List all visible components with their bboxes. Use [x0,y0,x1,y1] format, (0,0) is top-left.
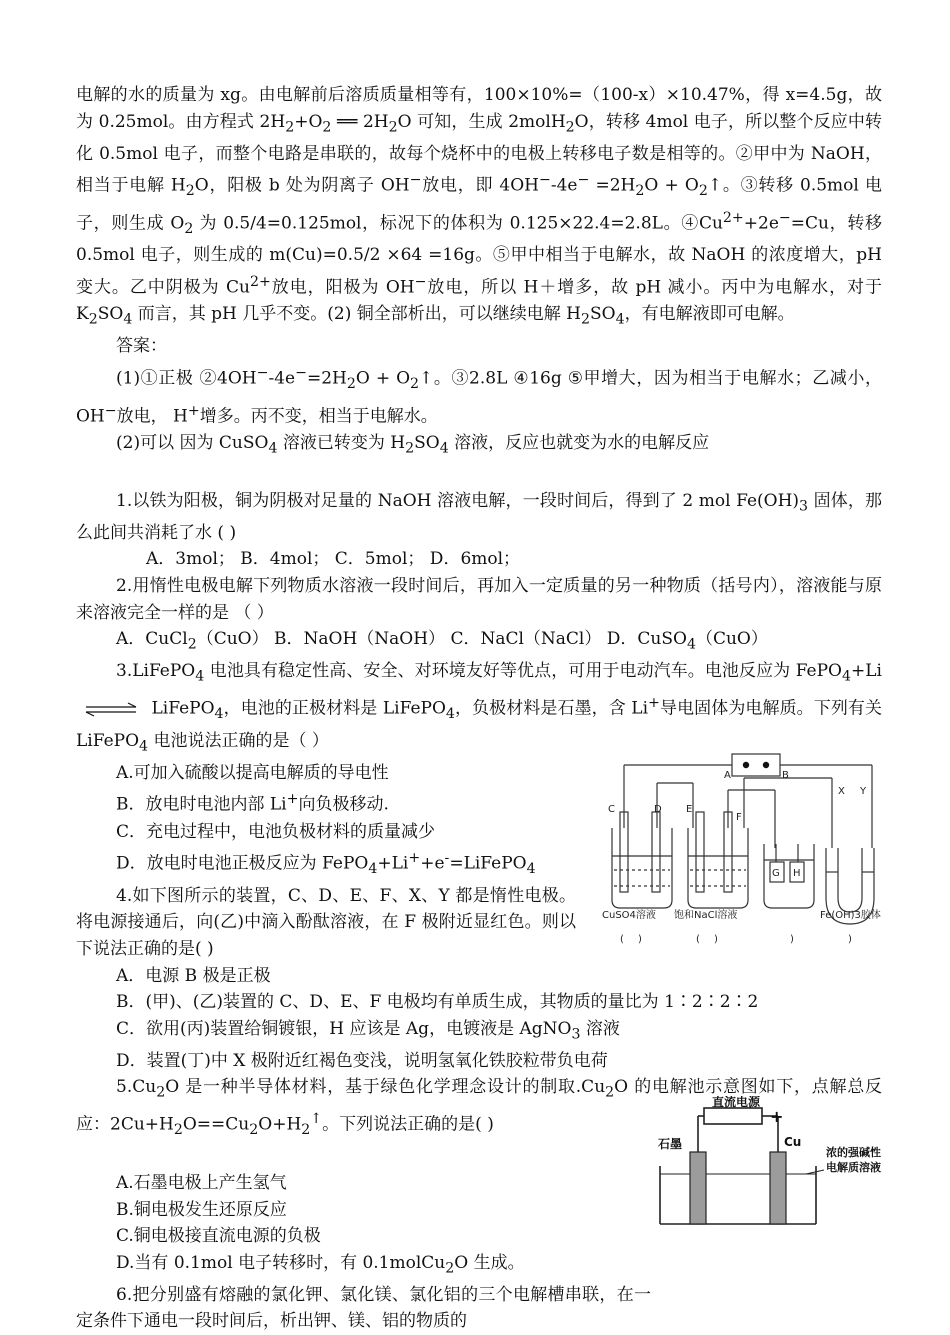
paragraph-q6: 6.把分别盛有熔融的氯化钾、氯化镁、氯化铝的三个电解槽串联，在一定条件下通电一段时间后，析出钾、镁、铝的物质的 [76,1284,651,1332]
solution-label-line1: 浓的强碱性 [826,1146,881,1159]
solution-label-line2: 电解质溶液 [826,1161,881,1174]
paragraph-q5c: C.铜电极接直流电源的负极 [116,1226,321,1247]
label-E: E [686,804,693,815]
stray-mark-1: ( [620,934,624,945]
paragraph-q3b: B．放电时电池内部 Li+向负极移动. [116,791,389,815]
paragraph-q3c: C．充电过程中，电池负极材料的质量减少 [116,821,436,842]
power-terminal-b [763,762,769,768]
label-X: X [838,786,845,797]
cu2o-electrolysis-cell-figure [656,1096,906,1232]
paragraph-q3a: A.可加入硫酸以提高电解质的导电性 [116,762,389,783]
label-D: D [654,804,662,815]
label-Y: Y [860,786,867,797]
stray-mark-3: ) [638,934,642,945]
graphite-electrode [690,1152,706,1224]
paragraph-q1: 1.以铁为阳极，铜为阴极对足量的 NaOH 溶液电解，一段时间后，得到了 2 mol $Fe(OH)_3$ 固体，那么此间共消耗了水 ( ) [76,490,882,543]
paragraph-q1o: A．3mol； B．4mol； C．5mol； D．6mol； [146,549,521,570]
stray-mark-2: ( [696,934,700,945]
paragraph-q3d: D．放电时电池正极反应为 FePO$_4$+Li++e-=LiFePO$_4$ [116,850,536,878]
power-terminal-a [743,762,749,768]
paragraph-s3: (1)①正极 $②4OH^--4e^-=2H_2O$ + $O_2↑$。③2.8L ④16g ⑤甲增大，因为相当于电解水；乙减小，OH−放电， H+增多。丙不变，相当于电解水。 [76,364,882,427]
paragraph-q5: $5.Cu_2O$ 是一种半导体材料，基于绿色化学理念设计的制取$.Cu_2O$ 的电解池示意图如下，点解总反应：$2Cu+H_2O==Cu_2O+H_2^↑$。下列说法正确的是( ) [76,1077,883,1139]
label-A: A [724,770,731,781]
paragraph-q5a: A.石墨电极上产生氢气 [116,1172,287,1193]
label-G: G [772,868,780,879]
paragraph-q2: 2.用惰性电极电解下列物质水溶液一段时间后，再加入一定质量的另一种物质（括号内），溶液能与原来溶液完全一样的是 （ ） [76,575,882,623]
caption-yi: 饱和NaCl溶液 [674,910,738,921]
electrolysis-apparatus-figure [600,748,892,954]
paragraph-q2o: A．CuCl$_2$（CuO） B．NaOH（NaOH） C．NaCl（NaCl） D．CuSO$_4$（CuO） [116,629,768,653]
power-label: 直流电源 [712,1096,761,1109]
paragraph-q5b: B.铜电极发生还原反应 [116,1199,287,1220]
paragraph-s1: 电解的水的质量为 xg。由电解前后溶质质量相等有，100×10%=（100-x）×10.47%，得 x=4.5g，故为 0.25mol。由方程式 $2H_2+O_2$ ══ $2H_2O$ 可知，生成 2molH$_2$O，转移 4mol 电子，所以整个反应中转化 0.5mol 电子，而整个电路是串联的，故每个烧杯中的电极上转移电子数是相等的。②甲中为 NaOH，相当于电解 $H_2O$，阳极 b 处为阴离子 OH−放电，即 $4OH^--4e^- =2H_2O$ + $O_2↑$。③转移 0.5mol 电子，则生成 $O_2$ 为 0.5/4=0.125mol，标况下的体积为 0.125×22.4=2.8L。$④Cu^{2+}+2e^-=Cu$，转移 0.5mol 电子，则生成的 m(Cu)=0.5/2 ×64 =16g。⑤甲中相当于电解水，故 NaOH 的浓度增大，pH 变大。乙中阴极为 $Cu^{2+}$放电，阳极为 OH−放电，所以 H＋增多，故 pH 减小。丙中为电解水，对于 $K_2SO_4$ 而言，其 pH 几乎不变。(2) 铜全部析出，可以继续电解 $H_2SO_4$，有电解液即可电解。 [76,85,883,328]
caption-jia: CuSO4溶液 [602,910,656,921]
paragraph-q3: 3.LiFePO$_4$ 电池具有稳定性高、安全、对环境友好等优点，可用于电动汽车。电池反应为 FePO$_4$+Li LiFePO$_4$，电池的正极材料是 LiFePO$_4$，负极材料是石墨，含 Li+导电固体为电解质。下列有关 LiFePO$_4$ 电池说法正确的是（ ） [76,661,883,755]
label-F: F [736,812,742,823]
label-C: C [608,804,615,815]
paragraph-q4: 4.如下图所示的装置，C、D、E、F、X、Y 都是惰性电极。将电源接通后，向(乙)中滴入酚酞溶液，在 F 极附近显红色。则以下说法正确的是( ) [76,885,576,959]
stray-mark-5: ) [790,934,794,945]
stray-mark-4: ) [714,934,718,945]
caption-ding: Fe(OH)3胶体 [820,910,881,921]
paragraph-q4a: A．电源 B 极是正极 [116,965,271,986]
paragraph-q4b: B．(甲)、(乙)装置的 C、D、E、F 电极均有单质生成，其物质的量比为 1∶2∶2∶2 [116,992,759,1013]
paragraph-q5d: D.当有 0.1mol 电子转移时，有 0.1molCu$_2$O 生成。 [116,1252,525,1277]
plus-sign: + [770,1107,784,1126]
paragraph-s2: 答案： [116,336,167,357]
paragraph-s4: (2)可以 因为 CuSO$_4$ 溶液已转变为 $H_2SO_4$ 溶液，反应也就变为水的电解反应 [116,432,710,457]
copper-label: Cu [784,1135,802,1149]
label-B: B [782,770,789,781]
graphite-label: 石墨 [658,1137,683,1151]
paragraph-q4d: D．装置(丁)中 X 极附近红褐色变浅，说明氢氧化铁胶粒带负电荷 [116,1050,608,1071]
paragraph-gap1 [76,462,882,488]
label-H: H [793,868,801,879]
copper-electrode [770,1152,786,1224]
paragraph-q4c: C．欲用(丙)装置给铜镀银，H 应该是 Ag，电镀液是 AgNO$_3$ 溶液 [116,1018,620,1043]
stray-mark-6: ) [848,934,852,945]
